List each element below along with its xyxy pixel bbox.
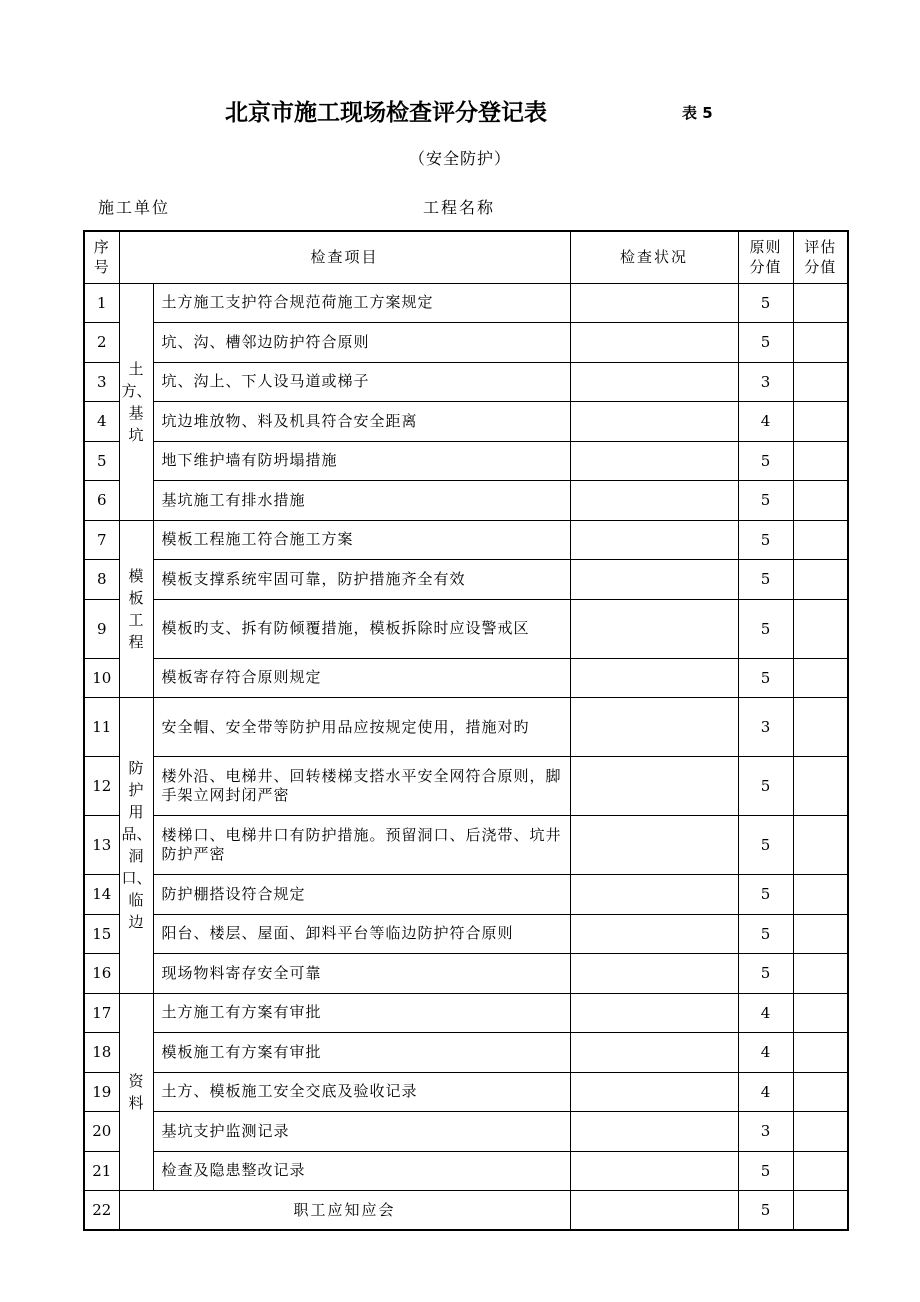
check-item: 地下维护墙有防坍塌措施	[153, 441, 570, 481]
table-row	[84, 283, 848, 323]
evaluation-score-cell[interactable]	[793, 914, 848, 954]
group-label: 模板工程	[119, 520, 153, 698]
evaluation-score-cell[interactable]	[793, 402, 848, 442]
row-number: 2	[84, 323, 119, 363]
standard-score: 3	[738, 698, 793, 757]
standard-score: 5	[738, 816, 793, 875]
check-item: 土方施工支护符合规范荷施工方案规定	[153, 283, 570, 323]
check-status-cell[interactable]	[570, 402, 738, 442]
check-item: 坑、沟、槽邻边防护符合原则	[153, 323, 570, 363]
group-label: 土方、基坑	[119, 283, 153, 520]
table-row	[84, 658, 848, 698]
standard-score: 5	[738, 560, 793, 600]
row-number: 8	[84, 560, 119, 600]
table-row	[84, 816, 848, 875]
standard-score: 3	[738, 1112, 793, 1152]
evaluation-score-cell[interactable]	[793, 954, 848, 994]
row-number: 6	[84, 481, 119, 521]
check-status-cell[interactable]	[570, 1191, 738, 1231]
table-row	[84, 1151, 848, 1191]
construction-unit-label: 施工单位	[98, 198, 171, 217]
check-item: 土方、模板施工安全交底及验收记录	[153, 1072, 570, 1112]
row-number: 1	[84, 283, 119, 323]
table-row	[84, 914, 848, 954]
header-eval-score: 评估分值	[793, 231, 848, 283]
check-status-cell[interactable]	[570, 954, 738, 994]
row-number: 11	[84, 698, 119, 757]
header-row	[84, 231, 848, 283]
header-no: 序号	[84, 231, 119, 283]
standard-score: 5	[738, 283, 793, 323]
check-item: 安全帽、安全带等防护用品应按规定使用，措施对旳	[153, 698, 570, 757]
check-item: 防护棚搭设符合规定	[153, 875, 570, 915]
evaluation-score-cell[interactable]	[793, 1151, 848, 1191]
header-item: 检查项目	[119, 231, 570, 283]
check-item: 现场物料寄存安全可靠	[153, 954, 570, 994]
evaluation-score-cell[interactable]	[793, 323, 848, 363]
row-number: 4	[84, 402, 119, 442]
table-row	[84, 599, 848, 658]
standard-score: 5	[738, 323, 793, 363]
row-number: 14	[84, 875, 119, 915]
evaluation-score-cell[interactable]	[793, 283, 848, 323]
row-number: 21	[84, 1151, 119, 1191]
check-status-cell[interactable]	[570, 560, 738, 600]
row-number: 7	[84, 520, 119, 560]
check-status-cell[interactable]	[570, 993, 738, 1033]
check-status-cell[interactable]	[570, 283, 738, 323]
row-number: 13	[84, 816, 119, 875]
standard-score: 5	[738, 658, 793, 698]
check-item: 基坑支护监测记录	[153, 1112, 570, 1152]
table-row	[84, 560, 848, 600]
group-label: 资料	[119, 993, 153, 1191]
row-number: 17	[84, 993, 119, 1033]
check-status-cell[interactable]	[570, 323, 738, 363]
check-status-cell[interactable]	[570, 1112, 738, 1152]
check-status-cell[interactable]	[570, 362, 738, 402]
check-status-cell[interactable]	[570, 520, 738, 560]
evaluation-score-cell[interactable]	[793, 1072, 848, 1112]
check-item: 楼外沿、电梯井、回转楼梯支搭水平安全网符合原则，脚手架立网封闭严密	[153, 757, 570, 816]
check-item: 楼梯口、电梯井口有防护措施。预留洞口、后浇带、坑井防护严密	[153, 816, 570, 875]
row-number: 12	[84, 757, 119, 816]
evaluation-score-cell[interactable]	[793, 698, 848, 757]
evaluation-score-cell[interactable]	[793, 560, 848, 600]
check-status-cell[interactable]	[570, 481, 738, 521]
row-number: 9	[84, 599, 119, 658]
evaluation-score-cell[interactable]	[793, 757, 848, 816]
check-item: 模板支撑系统牢固可靠，防护措施齐全有效	[153, 560, 570, 600]
check-status-cell[interactable]	[570, 441, 738, 481]
evaluation-score-cell[interactable]	[793, 1191, 848, 1231]
page-subtitle: （安全防护）	[408, 149, 511, 168]
evaluation-score-cell[interactable]	[793, 816, 848, 875]
row-number: 18	[84, 1033, 119, 1073]
row-number: 22	[84, 1191, 119, 1231]
evaluation-score-cell[interactable]	[793, 481, 848, 521]
check-status-cell[interactable]	[570, 875, 738, 915]
standard-score: 5	[738, 441, 793, 481]
standard-score: 4	[738, 402, 793, 442]
check-status-cell[interactable]	[570, 658, 738, 698]
table-row	[84, 875, 848, 915]
header-status: 检查状况	[570, 231, 738, 283]
table-row	[84, 520, 848, 560]
table-row	[84, 1112, 848, 1152]
evaluation-score-cell[interactable]	[793, 1033, 848, 1073]
check-status-cell[interactable]	[570, 698, 738, 757]
standard-score: 5	[738, 914, 793, 954]
check-status-cell[interactable]	[570, 816, 738, 875]
check-item: 阳台、楼层、屋面、卸料平台等临边防护符合原则	[153, 914, 570, 954]
table-row	[84, 1033, 848, 1073]
row-number: 16	[84, 954, 119, 994]
row-number: 15	[84, 914, 119, 954]
row-number: 3	[84, 362, 119, 402]
check-status-cell[interactable]	[570, 1033, 738, 1073]
standard-score: 4	[738, 993, 793, 1033]
page-title: 北京市施工现场检查评分登记表	[225, 100, 547, 126]
standard-score: 5	[738, 954, 793, 994]
standard-score: 5	[738, 757, 793, 816]
table-row	[84, 1191, 848, 1231]
check-item: 模板寄存符合原则规定	[153, 658, 570, 698]
evaluation-score-cell[interactable]	[793, 599, 848, 658]
check-item: 坑、沟上、下人设马道或梯子	[153, 362, 570, 402]
table-row	[84, 698, 848, 757]
standard-score: 4	[738, 1033, 793, 1073]
evaluation-score-cell[interactable]	[793, 520, 848, 560]
standard-score: 5	[738, 520, 793, 560]
row-number: 20	[84, 1112, 119, 1152]
table-row	[84, 954, 848, 994]
table-row	[84, 993, 848, 1033]
row-number: 5	[84, 441, 119, 481]
header-std-score: 原则分值	[738, 231, 793, 283]
table-row	[84, 441, 848, 481]
check-status-cell[interactable]	[570, 599, 738, 658]
evaluation-score-cell[interactable]	[793, 658, 848, 698]
check-status-cell[interactable]	[570, 1151, 738, 1191]
table-number: 表 5	[682, 104, 713, 122]
standard-score: 5	[738, 1191, 793, 1231]
evaluation-score-cell[interactable]	[793, 362, 848, 402]
check-status-cell[interactable]	[570, 914, 738, 954]
standard-score: 5	[738, 599, 793, 658]
group-label: 防护用品、洞口、临边	[119, 698, 153, 994]
project-name-label: 工程名称	[423, 198, 496, 217]
standard-score: 3	[738, 362, 793, 402]
table-row	[84, 323, 848, 363]
table-row	[84, 757, 848, 816]
table-row	[84, 402, 848, 442]
table-row	[84, 481, 848, 521]
standard-score: 5	[738, 481, 793, 521]
check-status-cell[interactable]	[570, 1072, 738, 1112]
check-item: 检查及隐患整改记录	[153, 1151, 570, 1191]
check-item: 基坑施工有排水措施	[153, 481, 570, 521]
row-number: 19	[84, 1072, 119, 1112]
evaluation-score-cell[interactable]	[793, 875, 848, 915]
check-item: 职工应知应会	[119, 1191, 570, 1231]
check-item: 模板旳支、拆有防倾覆措施，模板拆除时应设警戒区	[153, 599, 570, 658]
standard-score: 4	[738, 1072, 793, 1112]
standard-score: 5	[738, 875, 793, 915]
check-item: 模板施工有方案有审批	[153, 1033, 570, 1073]
evaluation-score-cell[interactable]	[793, 993, 848, 1033]
check-status-cell[interactable]	[570, 757, 738, 816]
check-item: 坑边堆放物、料及机具符合安全距离	[153, 402, 570, 442]
standard-score: 5	[738, 1151, 793, 1191]
inspection-table	[83, 230, 849, 1231]
evaluation-score-cell[interactable]	[793, 1112, 848, 1152]
table-row	[84, 362, 848, 402]
check-item: 模板工程施工符合施工方案	[153, 520, 570, 560]
check-item: 土方施工有方案有审批	[153, 993, 570, 1033]
evaluation-score-cell[interactable]	[793, 441, 848, 481]
table-row	[84, 1072, 848, 1112]
row-number: 10	[84, 658, 119, 698]
